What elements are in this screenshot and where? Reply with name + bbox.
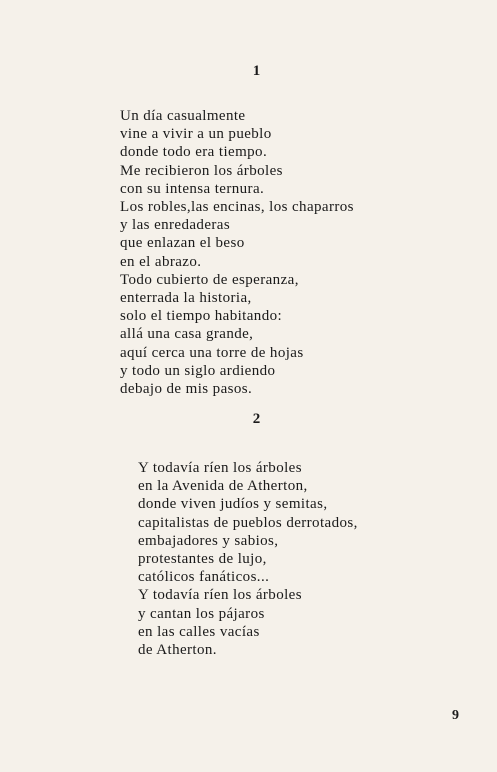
poem-line: solo el tiempo habitando:: [120, 308, 283, 325]
poem-line: en el abrazo.: [120, 253, 202, 270]
poem-line: allá una casa grande,: [120, 326, 254, 343]
poem-line: donde viven judíos y semitas,: [138, 496, 328, 513]
poem-line: aquí cerca una torre de hojas: [120, 344, 304, 361]
poem-line: Y todavía ríen los árboles: [138, 587, 302, 604]
poem-line: con su intensa ternura.: [120, 180, 265, 197]
poem-line: vine a vivir a un pueblo: [120, 126, 272, 143]
poem-line: y las enredaderas: [120, 217, 231, 234]
poem-stanza-2: [138, 459, 358, 659]
section-number-2: 2: [252, 411, 261, 427]
poem-line: en las calles vacías: [138, 623, 260, 640]
poem-line: debajo de mis pasos.: [120, 381, 253, 398]
poem-line: Todo cubierto de esperanza,: [120, 271, 299, 288]
poem-line: protestantes de lujo,: [138, 551, 267, 568]
poem-line: y todo un siglo ardiendo: [120, 362, 276, 379]
poem-line: en la Avenida de Atherton,: [138, 478, 308, 495]
page-number: 9: [452, 708, 459, 723]
poem-line: embajadores y sabios,: [138, 532, 279, 549]
poem-line: Me recibieron los árboles: [120, 162, 283, 179]
poem-line: y cantan los pájaros: [138, 605, 265, 622]
poem-stanza-1: [120, 107, 354, 398]
poem-line: que enlazan el beso: [120, 235, 245, 252]
poem-line: Los robles,las encinas, los chaparros: [120, 199, 354, 216]
poem-line: enterrada la historia,: [120, 290, 252, 307]
poem-line: de Atherton.: [138, 642, 217, 659]
poem-line: Un día casualmente: [120, 108, 246, 124]
poem-line: capitalistas de pueblos derrotados,: [138, 514, 358, 531]
poem-line: donde todo era tiempo.: [120, 144, 268, 161]
poem-line: Y todavía ríen los árboles: [138, 460, 302, 476]
poem-line: católicos fanáticos...: [138, 569, 270, 586]
section-number-1: 1: [252, 63, 261, 79]
